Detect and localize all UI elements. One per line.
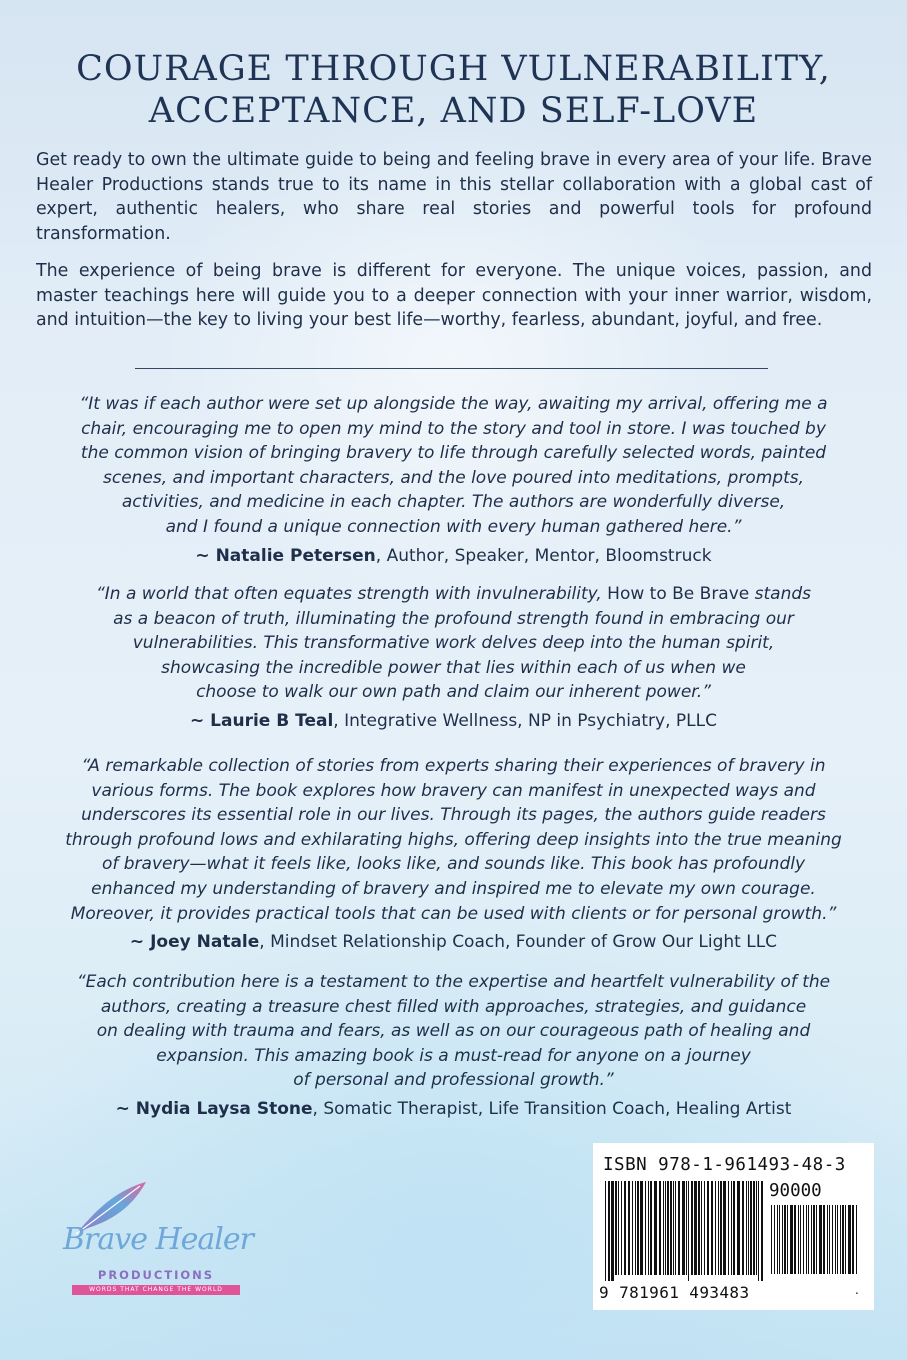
testimonial-text (30, 754, 877, 926)
barcode-bar (787, 1205, 788, 1274)
barcode-bar (624, 1181, 626, 1275)
testimonial-line: expansion. This amazing book is a must-read for anyone on a journey (156, 1045, 751, 1066)
price-barcode-bars (771, 1205, 861, 1280)
testimonial-line (30, 582, 877, 607)
barcode-bar (758, 1181, 759, 1281)
barcode-bar (663, 1181, 664, 1275)
barcode-bar (704, 1181, 705, 1275)
attribution-name: ~ Nydia Laysa Stone (115, 1098, 313, 1119)
barcode-bar (777, 1205, 778, 1274)
barcode-bar (731, 1181, 732, 1275)
logo-subtitle: PRODUCTIONS (97, 1268, 215, 1282)
barcode-bar (784, 1205, 786, 1274)
barcode-bar (761, 1181, 763, 1281)
barcode-bar (691, 1181, 693, 1275)
logo-tagline: WORDS THAT CHANGE THE WORLD (72, 1285, 240, 1295)
barcode-bar (840, 1205, 841, 1274)
book-title: How to Be Brave (607, 584, 750, 604)
barcode-bar (823, 1205, 825, 1274)
ean-barcode-bars (605, 1181, 765, 1281)
testimonial-3 (30, 754, 877, 955)
barcode-bar (667, 1181, 669, 1275)
barcode-bar (819, 1205, 822, 1274)
barcode-bar (794, 1205, 796, 1274)
testimonial-line: authors, creating a treasure chest filled with approaches, strategies, and guidance (100, 996, 807, 1017)
barcode-bar (829, 1205, 830, 1274)
testimonial-4 (30, 970, 877, 1122)
barcode-bar (654, 1181, 657, 1275)
barcode-bar (678, 1181, 680, 1275)
barcode-bar (803, 1205, 804, 1274)
barcode-bar (782, 1205, 783, 1274)
barcode-bar (675, 1181, 676, 1275)
testimonial-line: on dealing with trauma and fears, as well as on our courageous path of healing and (96, 1021, 811, 1042)
testimonial-attribution (30, 544, 877, 569)
testimonial-text (30, 392, 877, 540)
barcode-bar (686, 1181, 687, 1275)
barcode-bar (845, 1205, 846, 1274)
barcode-bar (827, 1205, 828, 1274)
barcode-bar (632, 1181, 633, 1275)
barcode-bar (682, 1181, 685, 1275)
intro-paragraph-1: Get ready to own the ultimate guide to being and feeling brave in every area of your life. Brave Healer Productions stands true to its name in this stellar collaboration with a global cast of expert, authentic healers, who share real stories and powerful tools for profound transformation. (36, 150, 872, 244)
ean-digits: 9 781961 493483 (599, 1283, 750, 1302)
attribution-role: , Integrative Wellness, NP in Psychiatry, PLLC (333, 710, 717, 731)
barcode-bar (611, 1181, 614, 1281)
testimonial-line: Moreover, it provides practical tools that can be used with clients or for personal growth.” (70, 903, 837, 924)
barcode-bar (715, 1181, 716, 1275)
publisher-logo (56, 1178, 266, 1300)
attribution-name: ~ Joey Natale (129, 932, 260, 953)
barcode-bar (733, 1181, 735, 1275)
barcode-bar (774, 1205, 775, 1274)
barcode-bar (835, 1205, 836, 1274)
barcode-bar (670, 1181, 672, 1275)
attribution-role: , Mindset Relationship Coach, Founder of Grow Our Light LLC (259, 932, 778, 953)
attribution-role: , Somatic Therapist, Life Transition Coach, Healing Artist (312, 1098, 792, 1119)
testimonial-line: underscores its essential role in our lives. Through its pages, the authors guide readers (81, 805, 826, 826)
barcode-bar (718, 1181, 719, 1275)
barcode-bar (605, 1181, 606, 1281)
testimonial-2 (30, 582, 877, 734)
barcode-bar (698, 1181, 700, 1275)
testimonial-line: enhanced my understanding of bravery and inspired me to elevate my own courage. (91, 878, 816, 899)
barcode-bar (650, 1181, 652, 1275)
barcode-bar (771, 1205, 772, 1274)
barcode-bar (648, 1181, 649, 1275)
attribution-name: ~ Natalie Petersen (195, 545, 376, 566)
barcode-bar (842, 1205, 844, 1274)
testimonial-line-start: “In a world that often equates strength with invulnerability, (95, 584, 608, 604)
barcode-bar (694, 1181, 697, 1275)
barcode-bar (848, 1205, 851, 1274)
barcode-bar (701, 1181, 702, 1275)
barcode-bar (746, 1181, 747, 1275)
barcode-bar (637, 1181, 639, 1275)
testimonial-line: “Each contribution here is a testament to the expertise and heartfelt vulnerability of the (76, 972, 831, 992)
barcode-bar (832, 1205, 833, 1274)
barcode-bar (728, 1181, 729, 1275)
barcode-bar (665, 1181, 666, 1275)
intro-paragraph-2: The experience of being brave is different for everyone. The unique voices, passion, and master teachings here will guide you to a deeper connection with your inner warrior, wisdom, and intuition—the key to living your best life—worthy, fearless, abundant, joyful, and free. (36, 261, 872, 330)
barcode-bar (742, 1181, 744, 1275)
testimonial-line: of personal and professional growth.” (293, 1070, 614, 1091)
barcode-bar (659, 1181, 661, 1275)
section-divider (135, 368, 768, 369)
barcode-bar (723, 1181, 726, 1275)
barcode-bar (711, 1181, 713, 1275)
barcode-bar (750, 1181, 752, 1275)
logo-wordmark: Brave Healer (62, 1222, 253, 1257)
barcode-bar (806, 1205, 807, 1274)
barcode-bar (621, 1181, 622, 1275)
barcode-bar (707, 1181, 709, 1275)
barcode-bar (628, 1181, 630, 1275)
barcode-bar (618, 1181, 619, 1275)
barcode-bar (813, 1205, 815, 1274)
barcode-bar (798, 1205, 799, 1274)
barcode-bar (811, 1205, 812, 1274)
testimonial-line: the common vision of bringing bravery to life through carefully selected words, painted (80, 443, 827, 464)
barcode-bar (808, 1205, 809, 1274)
barcode-bar (816, 1205, 817, 1274)
barcode-bar (800, 1205, 801, 1274)
attribution-role: , Author, Speaker, Mentor, Bloomstruck (375, 545, 712, 566)
price-code: 90000 (769, 1181, 822, 1201)
testimonial-line: choose to walk our own path and claim our inherent power.” (196, 682, 711, 703)
testimonial-1 (30, 392, 877, 568)
testimonial-line: various forms. The book explores how bravery can manifest in unexpected ways and (91, 780, 816, 801)
isbn-number: ISBN 978-1-961493-48-3 (603, 1155, 846, 1175)
barcode-bar (790, 1205, 793, 1274)
headline-line-2: ACCEPTANCE, AND SELF-LOVE (148, 91, 759, 131)
testimonial-line: activities, and medicine in each chapter. The authors are wonderfully diverse, (121, 492, 786, 513)
barcode-bar (753, 1181, 755, 1275)
testimonial-text (30, 582, 877, 705)
barcode-bar (673, 1181, 674, 1275)
barcode-bar (737, 1181, 740, 1275)
testimonial-line: scenes, and important characters, and the love poured into meditations, prompts, (102, 467, 805, 488)
testimonial-line-end: stands (749, 584, 812, 604)
barcode-bar (756, 1181, 757, 1275)
testimonial-attribution (30, 930, 877, 955)
barcode-bar (837, 1205, 838, 1274)
barcode-dot: . (855, 1283, 859, 1297)
barcode-bar (852, 1205, 854, 1274)
testimonial-line: through profound lows and exhilarating highs, offering deep insights into the true meaning (65, 829, 842, 850)
testimonial-line: “It was if each author were set up alongside the way, awaiting my arrival, offering me a (79, 394, 828, 414)
testimonial-line: as a beacon of truth, illuminating the profound strength found in embracing our (113, 608, 794, 629)
barcode-bar (779, 1205, 780, 1274)
barcode-bar (688, 1181, 689, 1281)
barcode-bar (645, 1181, 646, 1275)
attribution-name: ~ Laurie B Teal (190, 710, 334, 731)
testimonial-line: chair, encouraging me to open my mind to the story and tool in store. I was touched by (81, 418, 826, 439)
testimonial-line: and I found a unique connection with every human gathered here.” (165, 516, 742, 537)
testimonial-text (30, 970, 877, 1093)
barcode-bar (748, 1181, 749, 1275)
testimonial-line: of bravery—what it feels like, looks like, and sounds like. This book has profoundly (101, 854, 806, 875)
testimonial-attribution (30, 709, 877, 734)
barcode-bar (856, 1205, 857, 1274)
intro-blurb (36, 148, 872, 346)
testimonial-line: “A remarkable collection of stories from experts sharing their experiences of bravery in (81, 756, 826, 776)
testimonial-line: vulnerabilities. This transformative work delves deep into the human spirit, (132, 633, 775, 654)
testimonial-attribution (30, 1097, 877, 1122)
barcode-bar (615, 1181, 617, 1275)
headline-line-1: COURAGE THROUGH VULNERABILITY, (76, 49, 831, 89)
barcode-bar (720, 1181, 722, 1275)
cover-headline (0, 48, 907, 132)
barcode-bar (635, 1181, 636, 1275)
isbn-barcode (593, 1143, 874, 1310)
testimonial-line: showcasing the incredible power that lies within each of us when we (161, 657, 746, 678)
barcode-bar (608, 1181, 610, 1281)
barcode-bar (640, 1181, 643, 1275)
